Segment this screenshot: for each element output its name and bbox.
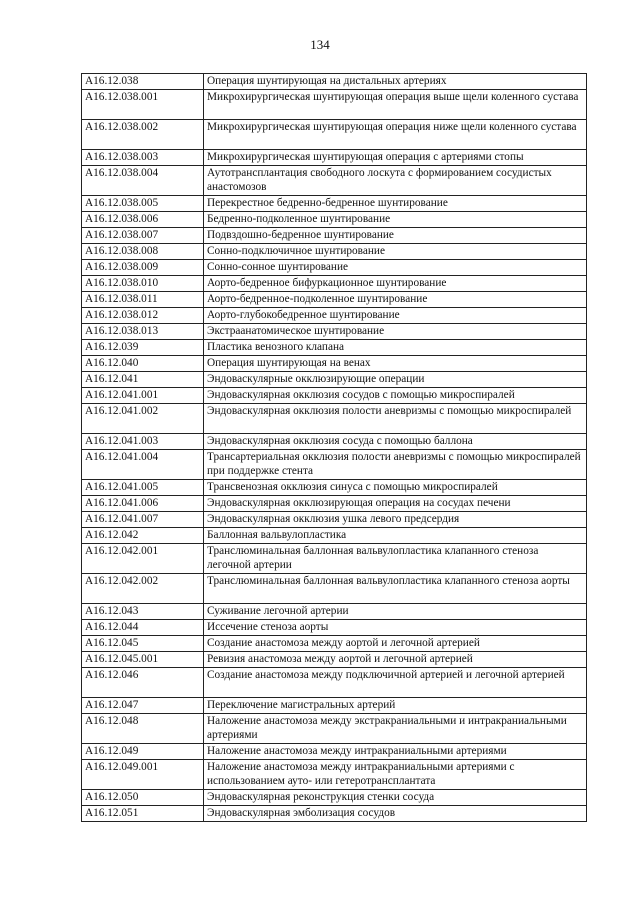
table-row bbox=[82, 698, 587, 714]
procedure-name: Наложение анастомоза между интракраниальными артериями с использованием ауто- или гетеротрансплантата bbox=[204, 760, 587, 790]
table-row bbox=[82, 166, 587, 196]
procedure-code: A16.12.040 bbox=[82, 356, 204, 372]
procedure-code: A16.12.038.004 bbox=[82, 166, 204, 196]
procedure-code: A16.12.038.010 bbox=[82, 276, 204, 292]
procedure-name: Сонно-подключичное шунтирование bbox=[204, 244, 587, 260]
procedure-code: A16.12.041.002 bbox=[82, 404, 204, 434]
procedure-name: Подвздошно-бедренное шунтирование bbox=[204, 228, 587, 244]
procedure-name: Транслюминальная баллонная вальвулопластика клапанного стеноза аорты bbox=[204, 574, 587, 604]
table-row bbox=[82, 276, 587, 292]
procedure-name: Микрохирургическая шунтирующая операция выше щели коленного сустава bbox=[204, 90, 587, 120]
procedure-name: Эндоваскулярная окклюзия сосуда с помощью баллона bbox=[204, 434, 587, 450]
table-row bbox=[82, 90, 587, 120]
table-row bbox=[82, 212, 587, 228]
table-row bbox=[82, 404, 587, 434]
table-row bbox=[82, 806, 587, 822]
procedure-code: A16.12.043 bbox=[82, 604, 204, 620]
procedure-code: A16.12.044 bbox=[82, 620, 204, 636]
table-row bbox=[82, 120, 587, 150]
procedure-code: A16.12.045.001 bbox=[82, 652, 204, 668]
procedure-code: A16.12.041.006 bbox=[82, 496, 204, 512]
procedure-code: A16.12.045 bbox=[82, 636, 204, 652]
table-row bbox=[82, 544, 587, 574]
procedure-code: A16.12.049.001 bbox=[82, 760, 204, 790]
procedure-code: A16.12.039 bbox=[82, 340, 204, 356]
procedure-code: A16.12.041.003 bbox=[82, 434, 204, 450]
table-row bbox=[82, 196, 587, 212]
procedure-name: Эндоваскулярная окклюзия сосудов с помощью микроспиралей bbox=[204, 388, 587, 404]
procedure-code: A16.12.047 bbox=[82, 698, 204, 714]
procedure-code: A16.12.049 bbox=[82, 744, 204, 760]
procedure-name: Эндоваскулярная окклюзия полости аневризмы с помощью микроспиралей bbox=[204, 404, 587, 434]
procedure-name: Эндоваскулярная реконструкция стенки сосуда bbox=[204, 790, 587, 806]
table-row bbox=[82, 308, 587, 324]
procedure-code: A16.12.041.004 bbox=[82, 450, 204, 480]
table-row bbox=[82, 372, 587, 388]
procedure-code: A16.12.038.001 bbox=[82, 90, 204, 120]
procedure-name: Наложение анастомоза между экстракраниальными и интракраниальными артериями bbox=[204, 714, 587, 744]
procedure-name: Иссечение стеноза аорты bbox=[204, 620, 587, 636]
procedure-code: A16.12.050 bbox=[82, 790, 204, 806]
table-row bbox=[82, 292, 587, 308]
procedure-table-body bbox=[82, 74, 587, 822]
table-row bbox=[82, 528, 587, 544]
procedure-code: A16.12.048 bbox=[82, 714, 204, 744]
table-row bbox=[82, 260, 587, 276]
page-number: 134 bbox=[310, 37, 330, 52]
table-row bbox=[82, 668, 587, 698]
table-row bbox=[82, 480, 587, 496]
table-row bbox=[82, 74, 587, 90]
procedure-name: Эндоваскулярная эмболизация сосудов bbox=[204, 806, 587, 822]
table-row bbox=[82, 388, 587, 404]
procedure-name: Микрохирургическая шунтирующая операция ниже щели коленного сустава bbox=[204, 120, 587, 150]
procedure-code: A16.12.038.002 bbox=[82, 120, 204, 150]
procedure-name: Эндоваскулярные окклюзирующие операции bbox=[204, 372, 587, 388]
procedure-code: A16.12.042.001 bbox=[82, 544, 204, 574]
procedure-code: A16.12.038.003 bbox=[82, 150, 204, 166]
procedure-name: Аорто-глубокобедренное шунтирование bbox=[204, 308, 587, 324]
procedure-name: Ревизия анастомоза между аортой и легочной артерией bbox=[204, 652, 587, 668]
procedure-code: A16.12.051 bbox=[82, 806, 204, 822]
table-row bbox=[82, 574, 587, 604]
procedure-name: Эндоваскулярная окклюзирующая операция на сосудах печени bbox=[204, 496, 587, 512]
procedure-name: Операция шунтирующая на дистальных артериях bbox=[204, 74, 587, 90]
procedure-name: Трансвенозная окклюзия синуса с помощью микроспиралей bbox=[204, 480, 587, 496]
procedure-name: Трансартериальная окклюзия полости аневризмы с помощью микроспиралей при поддержке стента bbox=[204, 450, 587, 480]
procedure-code: A16.12.038.005 bbox=[82, 196, 204, 212]
procedure-name: Создание анастомоза между аортой и легочной артерией bbox=[204, 636, 587, 652]
procedure-code: A16.12.041.007 bbox=[82, 512, 204, 528]
table-row bbox=[82, 604, 587, 620]
procedure-name: Баллонная вальвулопластика bbox=[204, 528, 587, 544]
table-row bbox=[82, 744, 587, 760]
table-row bbox=[82, 496, 587, 512]
procedure-name: Аутотрансплантация свободного лоскута с формированием сосудистых анастомозов bbox=[204, 166, 587, 196]
procedure-code: A16.12.042.002 bbox=[82, 574, 204, 604]
table-row bbox=[82, 790, 587, 806]
table-row bbox=[82, 652, 587, 668]
procedure-code: A16.12.041 bbox=[82, 372, 204, 388]
procedure-name: Создание анастомоза между подключичной артерией и легочной артерией bbox=[204, 668, 587, 698]
procedure-code: A16.12.038.008 bbox=[82, 244, 204, 260]
table-row bbox=[82, 620, 587, 636]
procedure-name: Эндоваскулярная окклюзия ушка левого предсердия bbox=[204, 512, 587, 528]
procedure-code: A16.12.038.006 bbox=[82, 212, 204, 228]
procedure-name: Экстраанатомическое шунтирование bbox=[204, 324, 587, 340]
procedure-name: Перекрестное бедренно-бедренное шунтирование bbox=[204, 196, 587, 212]
procedure-code: A16.12.046 bbox=[82, 668, 204, 698]
procedure-code: A16.12.042 bbox=[82, 528, 204, 544]
procedure-name: Микрохирургическая шунтирующая операция с артериями стопы bbox=[204, 150, 587, 166]
procedure-name: Сонно-сонное шунтирование bbox=[204, 260, 587, 276]
procedure-code: A16.12.038 bbox=[82, 74, 204, 90]
procedure-table bbox=[81, 73, 587, 822]
procedure-name: Транслюминальная баллонная вальвулопластика клапанного стеноза легочной артерии bbox=[204, 544, 587, 574]
procedure-name: Суживание легочной артерии bbox=[204, 604, 587, 620]
table-row bbox=[82, 244, 587, 260]
procedure-name: Наложение анастомоза между интракраниальными артериями bbox=[204, 744, 587, 760]
table-row bbox=[82, 636, 587, 652]
table-row bbox=[82, 228, 587, 244]
procedure-code: A16.12.038.007 bbox=[82, 228, 204, 244]
table-row bbox=[82, 714, 587, 744]
procedure-code: A16.12.038.013 bbox=[82, 324, 204, 340]
procedure-code: A16.12.038.011 bbox=[82, 292, 204, 308]
table-row bbox=[82, 324, 587, 340]
table-row bbox=[82, 150, 587, 166]
table-row bbox=[82, 760, 587, 790]
procedure-code: A16.12.038.009 bbox=[82, 260, 204, 276]
procedure-name: Пластика венозного клапана bbox=[204, 340, 587, 356]
procedure-code: A16.12.038.012 bbox=[82, 308, 204, 324]
procedure-code: A16.12.041.005 bbox=[82, 480, 204, 496]
table-row bbox=[82, 340, 587, 356]
procedure-name: Аорто-бедренное бифуркационное шунтирование bbox=[204, 276, 587, 292]
procedure-name: Операция шунтирующая на венах bbox=[204, 356, 587, 372]
table-row bbox=[82, 450, 587, 480]
table-row bbox=[82, 512, 587, 528]
procedure-name: Переключение магистральных артерий bbox=[204, 698, 587, 714]
procedure-code: A16.12.041.001 bbox=[82, 388, 204, 404]
table-row bbox=[82, 434, 587, 450]
table-row bbox=[82, 356, 587, 372]
procedure-name: Аорто-бедренное-подколенное шунтирование bbox=[204, 292, 587, 308]
procedure-name: Бедренно-подколенное шунтирование bbox=[204, 212, 587, 228]
